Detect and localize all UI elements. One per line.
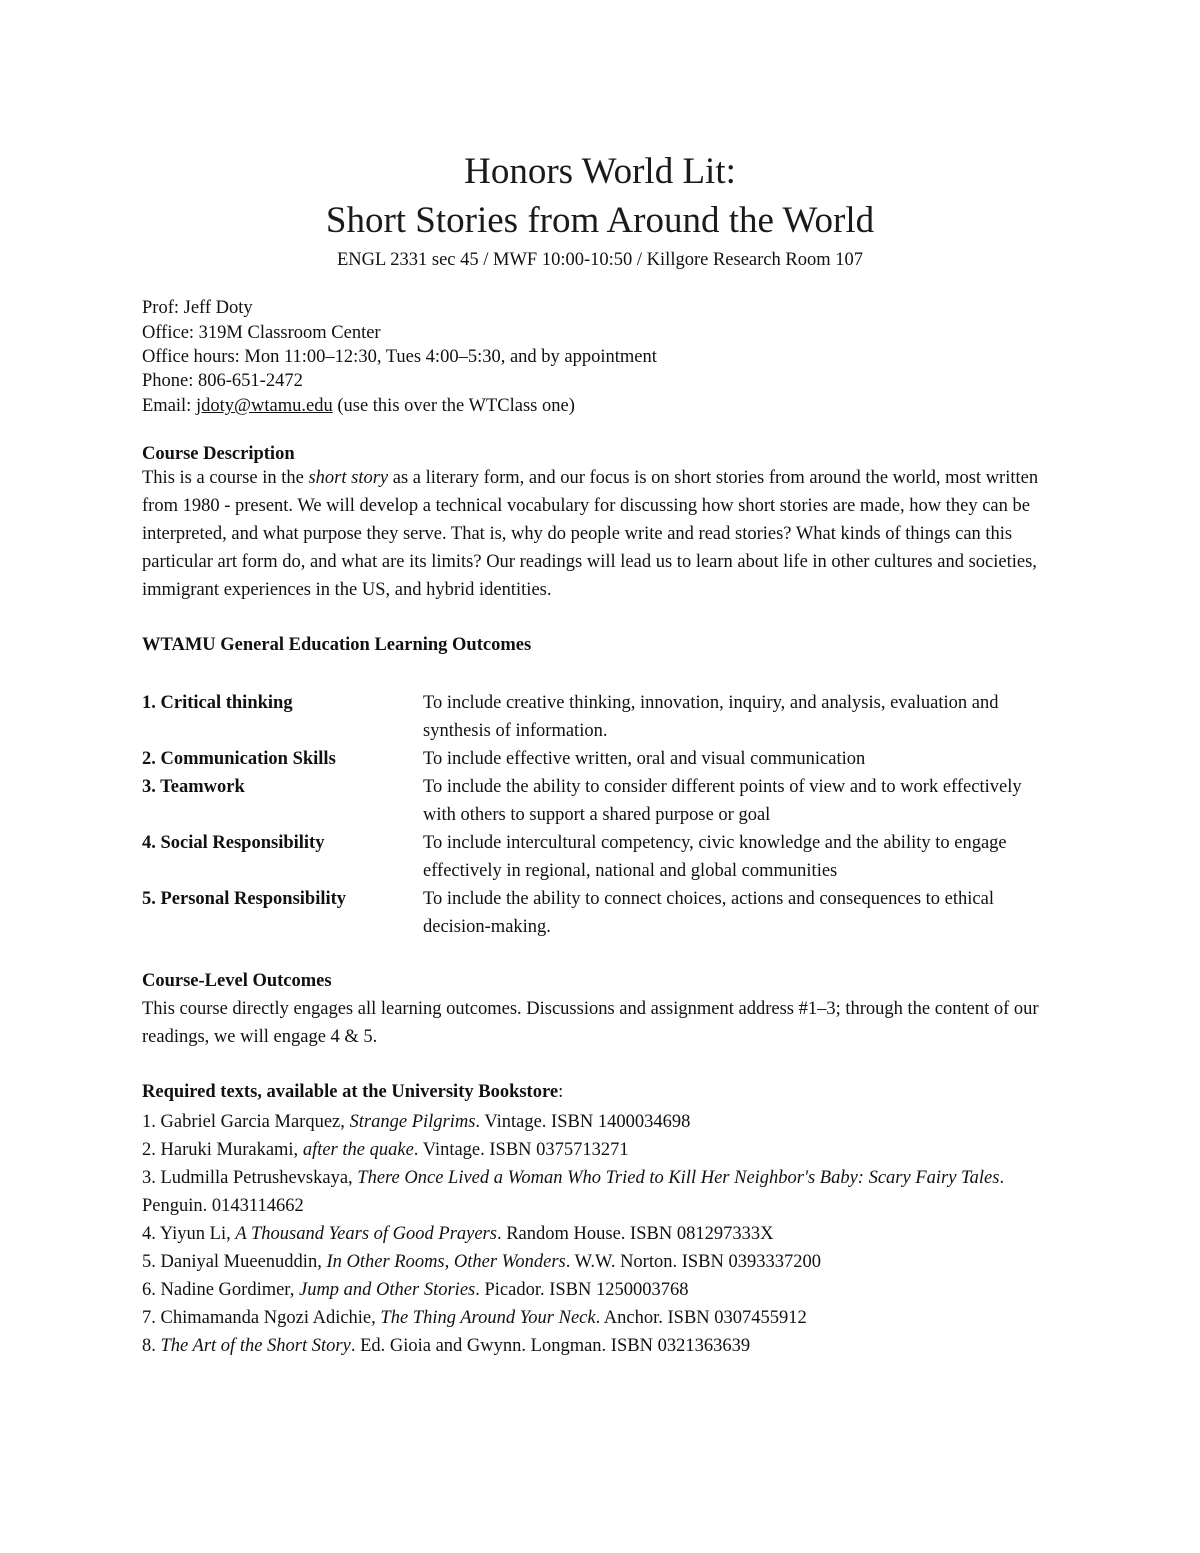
list-item — [142, 1108, 1057, 1136]
book-author: 1. Gabriel Garcia Marquez, — [142, 1112, 350, 1132]
office-hours: Office hours: Mon 11:00–12:30, Tues 4:00–5:30, and by appointment — [142, 347, 657, 367]
outcome-label: 3. Teamwork — [142, 777, 245, 797]
outcome-row — [142, 885, 1057, 941]
required-texts-list — [142, 1108, 1057, 1360]
book-title: The Thing Around Your Neck — [380, 1308, 596, 1328]
book-publisher-isbn: . Anchor. ISBN 0307455912 — [595, 1308, 807, 1328]
book-title: In Other Rooms, Other Wonders — [326, 1252, 566, 1272]
email-line — [142, 394, 575, 418]
book-title: The Art of the Short Story — [160, 1336, 351, 1356]
outcome-label: 1. Critical thinking — [142, 693, 293, 713]
email-link[interactable]: jdoty@wtamu.edu — [195, 396, 333, 416]
outcome-row — [142, 689, 1057, 745]
email-note: (use this over the WTClass one) — [332, 396, 575, 416]
course-description-part: as a literary form, and our focus is on short stories from around the world, most written from 1980 - present. We will develop a technical vocabulary for discussing how short stories are made, how they can be interpreted, and what purpose they serve. That is, why do people write and read stories? What kinds of things can this particular art form do, and what are its limits? Our readings will lead us to learn about life in other cultures and societies, immigrant experiences in the US, and hybrid identities. — [142, 468, 1039, 600]
book-publisher-isbn: . Vintage. ISBN 1400034698 — [475, 1112, 691, 1132]
book-title: after the quake — [302, 1140, 414, 1160]
book-title: There Once Lived a Woman Who Tried to Kill Her Neighbor's Baby: Scary Fairy Tales — [357, 1168, 1000, 1188]
gen-ed-outcomes-heading: WTAMU General Education Learning Outcomes — [142, 635, 532, 655]
book-author: 8. — [142, 1336, 161, 1356]
course-description-heading: Course Description — [142, 444, 295, 464]
email-label: Email: — [142, 396, 196, 416]
book-title: Strange Pilgrims — [349, 1112, 476, 1132]
book-title: A Thousand Years of Good Prayers — [235, 1224, 497, 1244]
course-level-outcomes-text: This course directly engages all learning outcomes. Discussions and assignment address #1–3; through the content of our readings, we will engage 4 & 5. — [142, 999, 1039, 1047]
outcome-label: 4. Social Responsibility — [142, 833, 325, 853]
course-description-text — [142, 464, 1057, 604]
list-item — [142, 1332, 1057, 1360]
outcome-description: To include creative thinking, innovation, inquiry, and analysis, evaluation and synthesis of information. — [423, 693, 999, 741]
outcome-label: 5. Personal Responsibility — [142, 889, 347, 909]
book-publisher-isbn: . Ed. Gioia and Gwynn. Longman. ISBN 0321363639 — [350, 1336, 751, 1356]
book-publisher-isbn: . W.W. Norton. ISBN 0393337200 — [565, 1252, 822, 1272]
outcome-description: To include intercultural competency, civic knowledge and the ability to engage effectively in regional, national and global communities — [423, 833, 1007, 881]
outcome-description: To include the ability to consider different points of view and to work effectively with others to support a shared purpose or goal — [423, 777, 1022, 825]
list-item — [142, 1304, 1057, 1332]
required-texts-heading-colon: : — [558, 1082, 564, 1102]
book-publisher-isbn: . Penguin. 0143114662 — [142, 1168, 1005, 1216]
phone-number: Phone: 806-651-2472 — [142, 371, 303, 391]
gen-ed-outcomes-table — [142, 689, 1057, 941]
book-publisher-isbn: . Random House. ISBN 081297333X — [496, 1224, 774, 1244]
course-level-outcomes-heading: Course-Level Outcomes — [142, 971, 332, 991]
list-item — [142, 1164, 1057, 1220]
book-author: 6. Nadine Gordimer, — [142, 1280, 299, 1300]
book-publisher-isbn: . Vintage. ISBN 0375713271 — [413, 1140, 629, 1160]
book-title: Jump and Other Stories — [298, 1280, 476, 1300]
book-author: 3. Ludmilla Petrushevskaya, — [142, 1168, 358, 1188]
list-item — [142, 1276, 1057, 1304]
list-item — [142, 1220, 1057, 1248]
outcome-row — [142, 745, 1057, 773]
required-texts-heading-label: Required texts, available at the University Bookstore — [142, 1082, 559, 1102]
list-item — [142, 1136, 1057, 1164]
outcome-description: To include effective written, oral and visual communication — [423, 749, 866, 769]
course-info-line: ENGL 2331 sec 45 / MWF 10:00-10:50 / Killgore Research Room 107 — [337, 250, 863, 270]
page-title-line-1: Honors World Lit: — [464, 151, 736, 192]
outcome-label: 2. Communication Skills — [142, 749, 336, 769]
outcome-description: To include the ability to connect choices, actions and consequences to ethical decision-making. — [423, 889, 994, 937]
professor-name: Prof: Jeff Doty — [142, 298, 253, 318]
office-location: Office: 319M Classroom Center — [142, 323, 381, 343]
course-description-part: This is a course in the — [142, 468, 309, 488]
book-author: 7. Chimamanda Ngozi Adichie, — [142, 1308, 381, 1328]
book-author: 4. Yiyun Li, — [142, 1224, 236, 1244]
outcome-row — [142, 829, 1057, 885]
outcome-row — [142, 773, 1057, 829]
required-texts-heading — [142, 1080, 563, 1104]
page-title-line-2: Short Stories from Around the World — [325, 200, 875, 241]
book-author: 5. Daniyal Mueenuddin, — [142, 1252, 327, 1272]
course-description-emphasis: short story — [308, 468, 389, 488]
book-publisher-isbn: . Picador. ISBN 1250003768 — [475, 1280, 689, 1300]
list-item — [142, 1248, 1057, 1276]
book-author: 2. Haruki Murakami, — [142, 1140, 303, 1160]
